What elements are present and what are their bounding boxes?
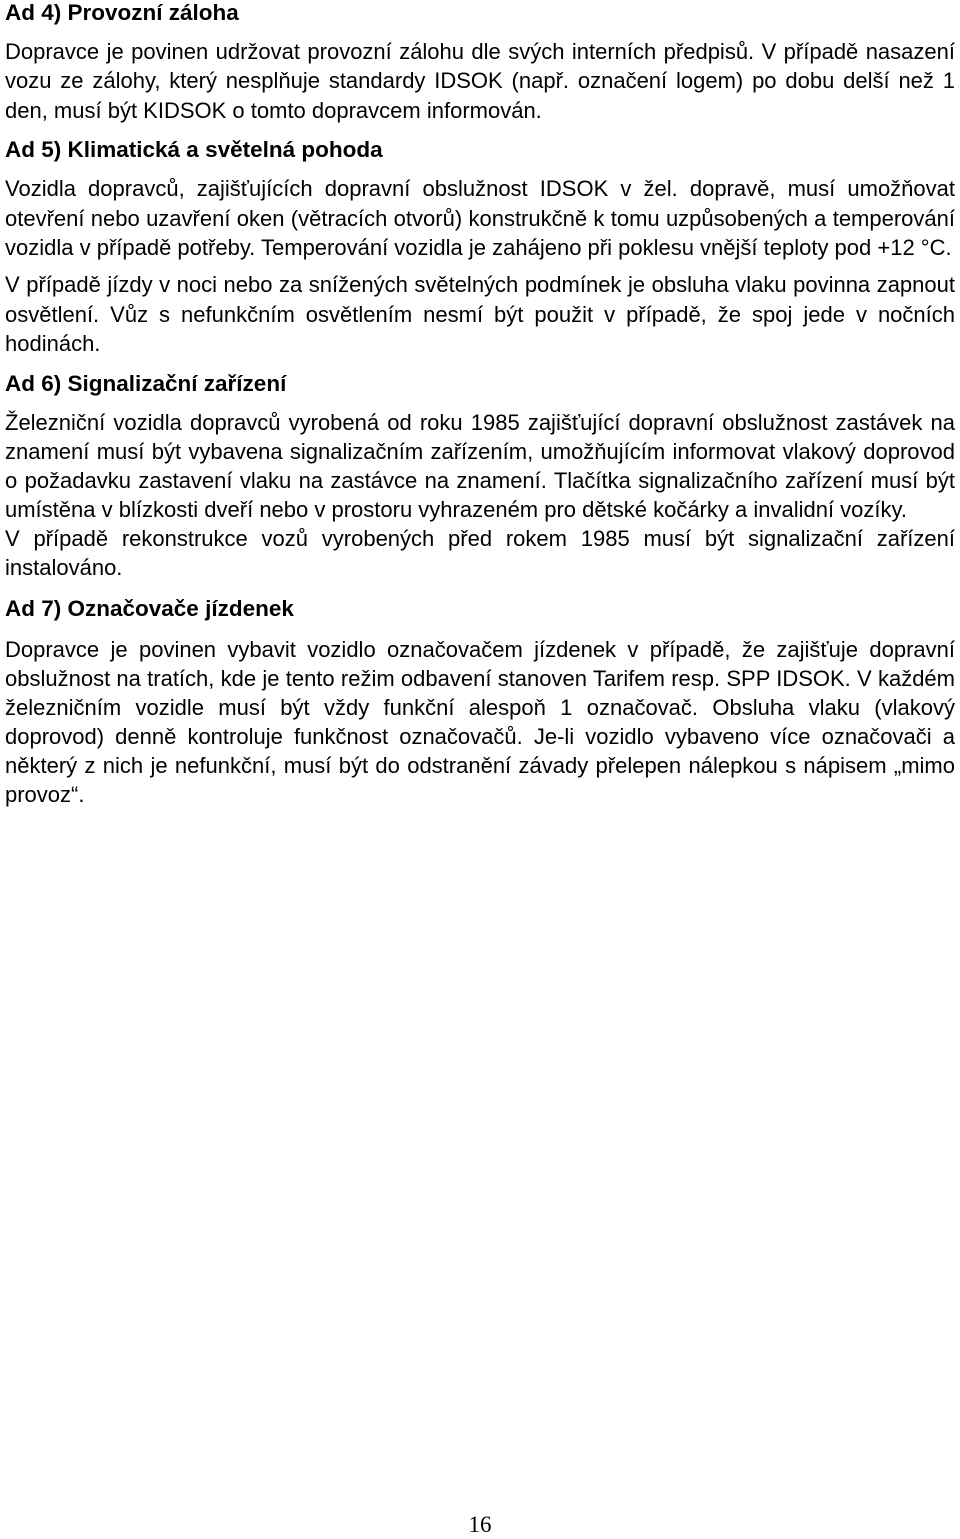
paragraph-signalizace: Železniční vozidla dopravců vyrobená od roku 1985 zajišťující dopravní obslužnost zastávek na znamení musí být vybavena signalizačním zařízením, umožňujícím informovat vlakový doprovod o požadavku zastavení vlaku na zastávce na znamení. Tlačítka signalizačního zařízení musí být umístěna v blízkosti dveří nebo v prostoru vyhrazeném pro dětské kočárky a invalidní vozíky.: [5, 409, 955, 522]
section-heading-provozni-zaloha: Ad 4) Provozní záloha: [5, 0, 239, 25]
paragraph-provozni-zaloha: Dopravce je povinen udržovat provozní zálohu dle svých interních předpisů. V případě nasazení vozu ze zálohy, který nesplňuje standardy IDSOK (např. označení logem) po dobu delší než 1 den, musí být KIDSOK o tomto dopravcem informován.: [5, 39, 955, 123]
section-heading-oznacovace-jizdenek: Ad 7) Označovače jízdenek: [5, 595, 294, 621]
page-number: 16: [468, 1512, 492, 1537]
paragraph-oznacovace: Dopravce je povinen vybavit vozidlo označovačem jízdenek v případě, že zajišťuje dopravní obslužnost na tratích, kde je tento režim odbavení stanoven Tarifem resp. SPP IDSOK. V každém železničním vozidle musí být vždy funkční alespoň 1 označovač. Obsluha vlaku (vlakový doprovod) denně kontroluje funkčnost označovačů. Je-li vozidlo vybaveno více označovači a některý z nich je nefunkční, musí být do odstranění závady přelepen nálepkou s nápisem „mimo provoz“.: [5, 636, 955, 807]
paragraph-osvetleni: V případě jízdy v noci nebo za snížených světelných podmínek je obsluha vlaku povinna zapnout osvětlení. Vůz s nefunkčním osvětlením nesmí být použit v případě, že spoj jede v nočních hodinách.: [5, 272, 955, 357]
section-heading-signalizacni-zarizeni: Ad 6) Signalizační zařízení: [5, 370, 287, 396]
document-page: [5, 0, 955, 809]
section-heading-klimaticka-pohoda: Ad 5) Klimatická a světelná pohoda: [5, 137, 383, 163]
paragraph-temperovani: Vozidla dopravců, zajišťujících dopravní obslužnost IDSOK v žel. dopravě, musí umožňovat otevření nebo uzavření oken (větracích otvorů) konstrukčně k tomu uzpůsobených a temperování vozidla v případě potřeby. Temperování vozidla je zahájeno při poklesu vnější teploty pod +12 °C.: [5, 176, 955, 261]
paragraph-rekonstrukce: V případě rekonstrukce vozů vyrobených před rokem 1985 musí být signalizační zařízení instalováno.: [5, 525, 955, 580]
